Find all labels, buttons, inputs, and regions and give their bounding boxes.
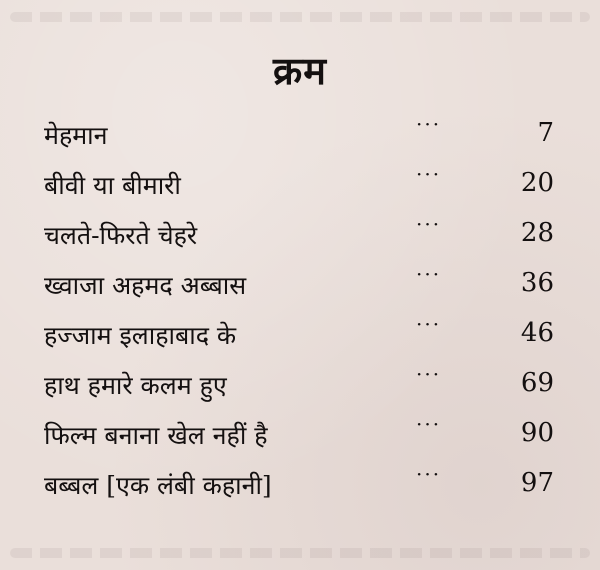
toc-entry-title: मेहमान <box>44 121 108 150</box>
contents-heading: क्रम <box>273 48 327 93</box>
dot-leader: ··· <box>416 362 442 386</box>
toc-entry-title: बीवी या बीमारी <box>44 171 181 200</box>
toc-entry-title: ख्वाजा अहमद अब्बास <box>44 271 247 300</box>
table-of-contents <box>44 112 554 518</box>
toc-page-number: 46 <box>520 318 554 348</box>
dot-leader: ··· <box>416 462 442 486</box>
toc-page-number: 7 <box>537 118 554 148</box>
dot-leader: ··· <box>416 412 442 436</box>
show-through-text-bottom <box>10 548 590 558</box>
dot-leader: ··· <box>416 212 442 236</box>
toc-row[interactable] <box>44 212 554 268</box>
dot-leader: ··· <box>416 262 442 286</box>
toc-entry-title: फिल्म बनाना खेल नहीं है <box>44 421 268 450</box>
toc-page-number: 90 <box>520 418 554 448</box>
toc-row[interactable] <box>44 462 554 518</box>
toc-entry-title: चलते-फिरते चेहरे <box>44 221 198 250</box>
toc-page-number: 97 <box>520 468 554 498</box>
toc-page-number: 20 <box>520 168 554 198</box>
dot-leader: ··· <box>416 162 442 186</box>
toc-entry-title: बब्बल [एक लंबी कहानी] <box>44 471 272 500</box>
dot-leader: ··· <box>416 312 442 336</box>
show-through-text-top <box>10 12 590 22</box>
toc-page-number: 28 <box>520 218 554 248</box>
toc-page-number: 69 <box>520 368 554 398</box>
dot-leader: ··· <box>416 112 442 136</box>
toc-entry-title: हज्जाम इलाहाबाद के <box>44 321 237 350</box>
toc-row[interactable] <box>44 312 554 368</box>
toc-row[interactable] <box>44 412 554 468</box>
toc-page-number: 36 <box>520 268 554 298</box>
toc-row[interactable] <box>44 362 554 418</box>
toc-row[interactable] <box>44 112 554 168</box>
toc-entry-title: हाथ हमारे कलम हुए <box>44 371 227 400</box>
toc-row[interactable] <box>44 262 554 318</box>
toc-row[interactable] <box>44 162 554 218</box>
